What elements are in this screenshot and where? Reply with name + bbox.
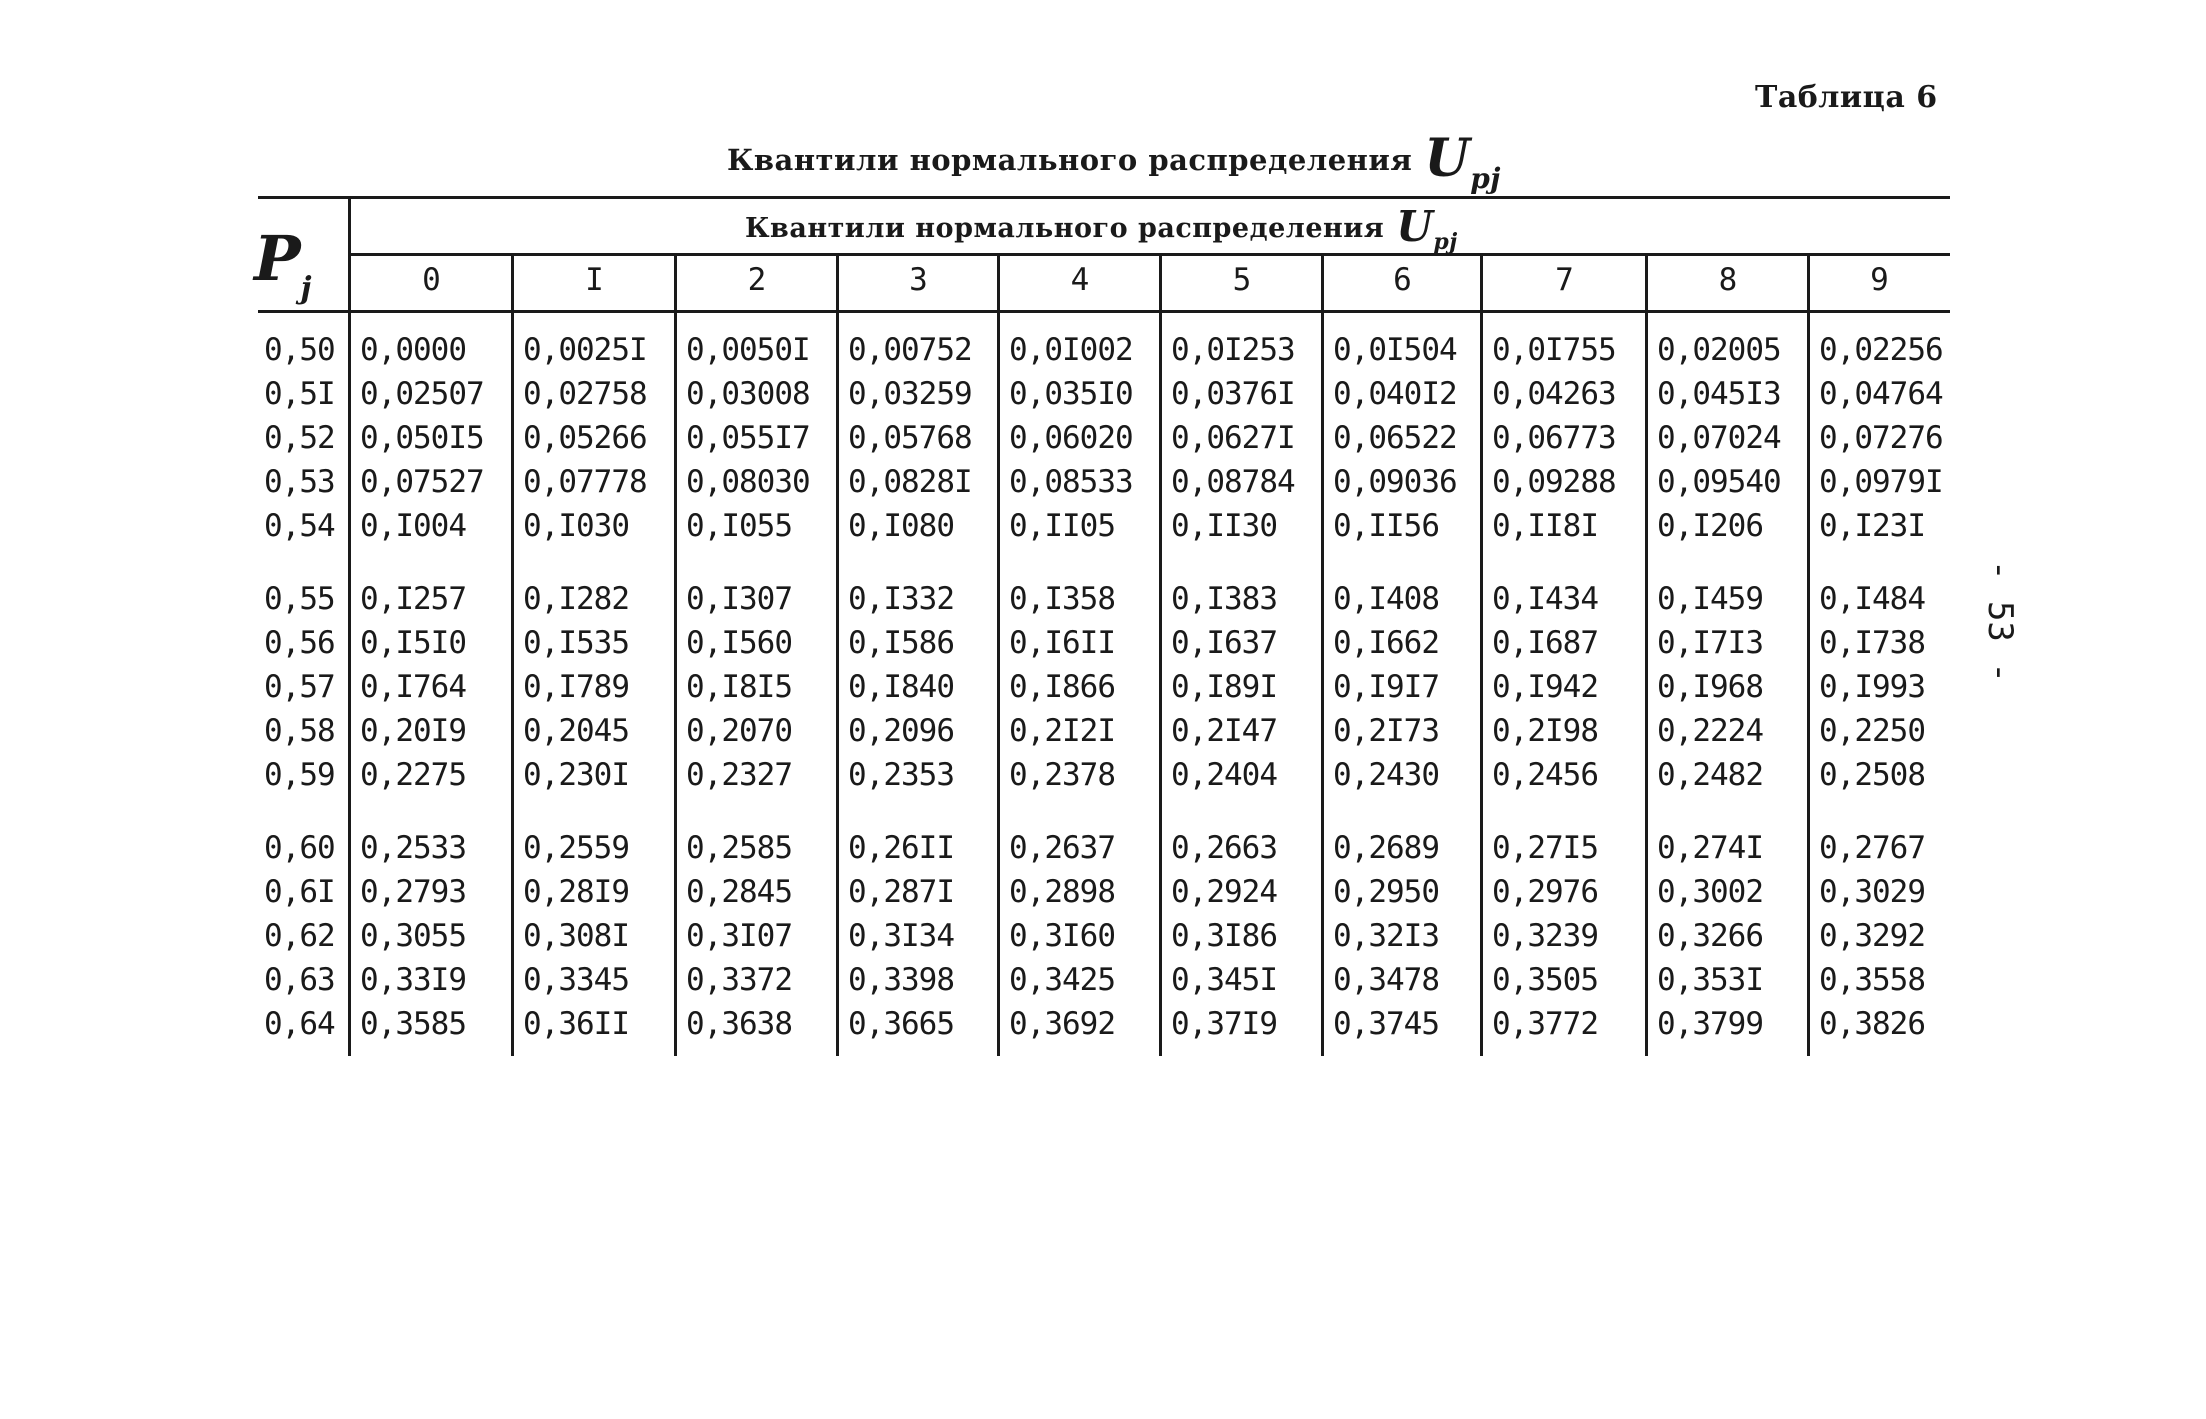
table-cell: 0,3692 [1009,1006,1115,1042]
table-cell: 0,2I98 [1492,713,1598,749]
table-cell: 0,I7I3 [1657,625,1763,661]
table-cell: 0,287I [848,874,954,910]
row-p-value: 0,63 [264,962,335,998]
column-divider [1807,253,1810,1056]
table-cell: 0,2950 [1333,874,1439,910]
table-cell: 0,07024 [1657,420,1781,456]
table-cell: 0,3372 [686,962,792,998]
table-cell: 0,3558 [1819,962,1925,998]
table-cell: 0,05768 [848,420,972,456]
row-p-value: 0,5I [264,376,335,412]
table-cell: 0,2I2I [1009,713,1115,749]
table-cell: 0,28I9 [523,874,629,910]
table-cell: 0,230I [523,757,629,793]
table-cell: 0,II8I [1492,508,1598,544]
table-cell: 0,0828I [848,464,972,500]
table-title [727,128,1501,195]
column-group-symbol: U [1396,202,1434,251]
table-cell: 0,I358 [1009,581,1115,617]
table-cell: 0,2508 [1819,757,1925,793]
column-divider [674,253,677,1056]
table-cell: 0,2767 [1819,830,1925,866]
row-p-value: 0,50 [264,332,335,368]
table-cell: 0,I840 [848,669,954,705]
column-header: 4 [1070,262,1090,298]
table-cell: 0,I993 [1819,669,1925,705]
table-cell: 0,02005 [1657,332,1781,368]
column-divider [997,253,1000,1056]
column-header: 5 [1232,262,1252,298]
table-cell: 0,0025I [523,332,647,368]
column-header: 6 [1393,262,1412,298]
table-cell: 0,050I5 [360,420,484,456]
table-cell: 0,274I [1657,830,1763,866]
table-cell: 0,I282 [523,581,629,617]
table-cell: 0,I030 [523,508,629,544]
table-cell: 0,3345 [523,962,629,998]
table-cell: 0,2845 [686,874,792,910]
table-cell: 0,3826 [1819,1006,1925,1042]
row-header-subscript: j [300,271,312,306]
table-cell: 0,06020 [1009,420,1133,456]
table-cell: 0,308I [523,918,629,954]
table-cell: 0,00752 [848,332,972,368]
table-cell: 0,2482 [1657,757,1763,793]
row-p-value: 0,64 [264,1006,335,1042]
table-cell: 0,3638 [686,1006,792,1042]
table-cell: 0,20I9 [360,713,466,749]
table-cell: 0,I23I [1819,508,1925,544]
table-cell: 0,07276 [1819,420,1943,456]
table-cell: 0,2I73 [1333,713,1439,749]
row-p-value: 0,62 [264,918,335,954]
table-cell: 0,2663 [1171,830,1277,866]
table-cell: 0,3505 [1492,962,1598,998]
table-cell: 0,2533 [360,830,466,866]
table-cell: 0,I687 [1492,625,1598,661]
table-cell: 0,3I60 [1009,918,1115,954]
table-cell: 0,I662 [1333,625,1439,661]
table-cell: 0,2250 [1819,713,1925,749]
table-cell: 0,2224 [1657,713,1763,749]
table-cell: 0,2898 [1009,874,1115,910]
table-cell: 0,I9I7 [1333,669,1439,705]
table-cell: 0,0I504 [1333,332,1457,368]
table-cell: 0,2637 [1009,830,1115,866]
table-cell: 0,2404 [1171,757,1277,793]
table-cell: 0,I484 [1819,581,1925,617]
table-cell: 0,I5I0 [360,625,466,661]
column-divider [348,196,351,1056]
table-cell: 0,I586 [848,625,954,661]
table-cell: 0,07527 [360,464,484,500]
table-cell: 0,2275 [360,757,466,793]
table-cell: 0,2I47 [1171,713,1277,749]
table-cell: 0,2096 [848,713,954,749]
table-cell: 0,I055 [686,508,792,544]
row-p-value: 0,53 [264,464,335,500]
table-cell: 0,055I7 [686,420,810,456]
column-divider [1321,253,1324,1056]
table-cell: 0,2689 [1333,830,1439,866]
table-cell: 0,3266 [1657,918,1763,954]
table-cell: 0,33I9 [360,962,466,998]
table-cell: 0,2378 [1009,757,1115,793]
table-cell: 0,2793 [360,874,466,910]
table-cell: 0,I764 [360,669,466,705]
table-cell: 0,2976 [1492,874,1598,910]
table-cell: 0,353I [1657,962,1763,998]
table-title-text: Квантили нормального распределения [727,143,1413,177]
table-cell: 0,04764 [1819,376,1943,412]
table-cell: 0,37I9 [1171,1006,1277,1042]
table-cell: 0,3239 [1492,918,1598,954]
table-cell: 0,2070 [686,713,792,749]
table-cell: 0,II56 [1333,508,1439,544]
table-cell: 0,345I [1171,962,1277,998]
row-p-value: 0,54 [264,508,335,544]
table-cell: 0,I459 [1657,581,1763,617]
table-cell: 0,3I07 [686,918,792,954]
row-header-symbol: P [254,222,301,295]
page-number: - 53 - [1980,560,2020,683]
table-cell: 0,03008 [686,376,810,412]
table-cell: 0,3292 [1819,918,1925,954]
column-divider [836,253,839,1056]
table-cell: 0,I866 [1009,669,1115,705]
table-cell: 0,I383 [1171,581,1277,617]
table-cell: 0,035I0 [1009,376,1133,412]
table-cell: 0,3029 [1819,874,1925,910]
column-header: 0 [422,262,441,298]
title-symbol-subscript: pj [1470,162,1501,195]
column-header: 3 [909,262,928,298]
title-symbol: U [1424,128,1471,189]
table-cell: 0,I968 [1657,669,1763,705]
table-cell: 0,3I86 [1171,918,1277,954]
table-cell: 0,II05 [1009,508,1115,544]
table-cell: 0,I560 [686,625,792,661]
table-cell: 0,I8I5 [686,669,792,705]
column-group-symbol-subscript: pj [1433,229,1458,255]
table-cell: 0,040I2 [1333,376,1457,412]
table-cell: 0,0000 [360,332,466,368]
table-cell: 0,I408 [1333,581,1439,617]
table-cell: 0,I332 [848,581,954,617]
table-cell: 0,I004 [360,508,466,544]
table-cell: 0,0050I [686,332,810,368]
column-group-header [745,202,1458,255]
table-cell: 0,08030 [686,464,810,500]
table-cell: 0,0376I [1171,376,1295,412]
column-divider [1480,253,1483,1056]
table-cell: 0,03259 [848,376,972,412]
column-divider [1159,253,1162,1056]
column-header: 2 [747,262,767,298]
row-p-value: 0,6I [264,874,335,910]
table-cell: 0,0I755 [1492,332,1616,368]
column-header: 8 [1718,262,1738,298]
table-cell: 0,3585 [360,1006,466,1042]
table-cell: 0,3665 [848,1006,954,1042]
table-cell: 0,II30 [1171,508,1277,544]
row-header-pj [254,222,311,306]
table-cell: 0,3398 [848,962,954,998]
table-cell: 0,0I253 [1171,332,1295,368]
column-divider [1645,253,1648,1056]
table-cell: 0,I637 [1171,625,1277,661]
table-cell: 0,08533 [1009,464,1133,500]
table-cell: 0,26II [848,830,954,866]
row-p-value: 0,57 [264,669,335,705]
table-cell: 0,02507 [360,376,484,412]
table-cell: 0,2045 [523,713,629,749]
row-p-value: 0,56 [264,625,335,661]
table-cell: 0,2559 [523,830,629,866]
column-divider [511,253,514,1056]
table-cell: 0,06773 [1492,420,1616,456]
table-cell: 0,0627I [1171,420,1295,456]
table-cell: 0,I789 [523,669,629,705]
table-cell: 0,I535 [523,625,629,661]
row-p-value: 0,55 [264,581,335,617]
table-cell: 0,08784 [1171,464,1295,500]
column-group-header-text: Квантили нормального распределения [745,213,1385,244]
table-cell: 0,2353 [848,757,954,793]
table-cell: 0,09540 [1657,464,1781,500]
table-cell: 0,0I002 [1009,332,1133,368]
table-cell: 0,2327 [686,757,792,793]
table-cell: 0,2585 [686,830,792,866]
table-cell: 0,2456 [1492,757,1598,793]
table-cell: 0,02758 [523,376,647,412]
table-cell: 0,3799 [1657,1006,1763,1042]
table-cell: 0,I6II [1009,625,1115,661]
table-cell: 0,36II [523,1006,629,1042]
table-cell: 0,I89I [1171,669,1277,705]
table-cell: 0,3002 [1657,874,1763,910]
table-cell: 0,04263 [1492,376,1616,412]
table-cell: 0,32I3 [1333,918,1439,954]
table-cell: 0,3425 [1009,962,1115,998]
table-cell: 0,2924 [1171,874,1277,910]
column-header: I [585,262,604,298]
table-cell: 0,09288 [1492,464,1616,500]
table-cell: 0,I942 [1492,669,1598,705]
table-cell: 0,I080 [848,508,954,544]
table-cell: 0,05266 [523,420,647,456]
table-cell: 0,045I3 [1657,376,1781,412]
table-cell: 0,I738 [1819,625,1925,661]
table-cell: 0,3772 [1492,1006,1598,1042]
table-cell: 0,09036 [1333,464,1457,500]
table-cell: 0,07778 [523,464,647,500]
table-cell: 0,I206 [1657,508,1763,544]
table-cell: 0,27I5 [1492,830,1598,866]
row-p-value: 0,58 [264,713,335,749]
column-header: 9 [1870,262,1889,298]
table-top-rule [258,196,1950,199]
row-p-value: 0,59 [264,757,335,793]
table-cell: 0,3055 [360,918,466,954]
table-cell: 0,I434 [1492,581,1598,617]
table-cell: 0,02256 [1819,332,1943,368]
row-p-value: 0,60 [264,830,335,866]
row-p-value: 0,52 [264,420,335,456]
table-cell: 0,3745 [1333,1006,1439,1042]
table-cell: 0,3I34 [848,918,954,954]
table-number-label: Таблица 6 [1755,80,1938,115]
table-cell: 0,2430 [1333,757,1439,793]
table-cell: 0,3478 [1333,962,1439,998]
table-cell: 0,I307 [686,581,792,617]
column-header: 7 [1555,262,1574,298]
table-cell: 0,I257 [360,581,466,617]
table-cell: 0,0979I [1819,464,1943,500]
table-cell: 0,06522 [1333,420,1457,456]
